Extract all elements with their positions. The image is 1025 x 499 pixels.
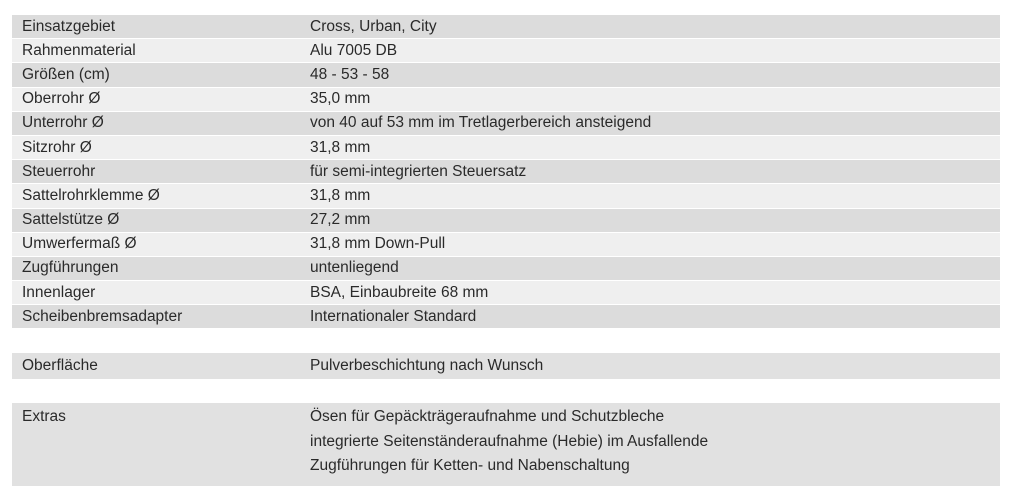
extras-label: Extras bbox=[22, 408, 66, 426]
spec-value: BSA, Einbaubreite 68 mm bbox=[310, 283, 489, 301]
spec-value: 35,0 mm bbox=[310, 90, 371, 108]
section-spacer bbox=[12, 379, 1000, 403]
spec-value: 31,8 mm Down-Pull bbox=[310, 235, 446, 253]
spec-label: Oberrohr Ø bbox=[22, 90, 101, 108]
spec-row-innenlager bbox=[12, 281, 1000, 305]
spec-row-groessen bbox=[12, 63, 1000, 87]
spec-row-sattelstuetze bbox=[12, 209, 1000, 233]
extras-list bbox=[310, 405, 1000, 478]
spec-row-scheibenbremsadapter bbox=[12, 305, 1000, 329]
spec-row-oberrohr bbox=[12, 88, 1000, 112]
extras-item: integrierte Seitenständeraufnahme (Hebie) im Ausfallende bbox=[310, 432, 709, 450]
spec-row-sitzrohr bbox=[12, 136, 1000, 160]
spec-value: 27,2 mm bbox=[310, 211, 371, 229]
spec-value: 31,8 mm bbox=[310, 138, 371, 156]
spec-row-umwerfermass bbox=[12, 233, 1000, 257]
spec-value: von 40 auf 53 mm im Tretlagerbereich ansteigend bbox=[310, 114, 652, 132]
spec-label: Zugführungen bbox=[22, 259, 119, 277]
surface-value: Pulverbeschichtung nach Wunsch bbox=[310, 357, 544, 375]
spec-label: Scheibenbremsadapter bbox=[22, 307, 183, 325]
surface-row bbox=[12, 353, 1000, 379]
spec-label: Innenlager bbox=[22, 283, 96, 301]
spec-label: Sattelrohrklemme Ø bbox=[22, 186, 160, 204]
spec-row-zugfuehrungen bbox=[12, 257, 1000, 281]
spec-table bbox=[12, 15, 1000, 486]
spec-label: Umwerfermaß Ø bbox=[22, 235, 137, 253]
extras-item: Ösen für Gepäckträgeraufnahme und Schutzbleche bbox=[310, 408, 665, 426]
section-spacer bbox=[12, 329, 1000, 353]
spec-label: Sattelstütze Ø bbox=[22, 211, 120, 229]
spec-label: Sitzrohr Ø bbox=[22, 138, 92, 156]
extras-item: Zugführungen für Ketten- und Nabenschaltung bbox=[310, 456, 630, 474]
spec-value: Internationaler Standard bbox=[310, 307, 477, 325]
spec-label: Rahmenmaterial bbox=[22, 41, 136, 59]
spec-label: Größen (cm) bbox=[22, 65, 110, 83]
spec-value: 31,8 mm bbox=[310, 186, 371, 204]
spec-row-unterrohr bbox=[12, 112, 1000, 136]
spec-label: Unterrohr Ø bbox=[22, 114, 104, 132]
spec-value: Alu 7005 DB bbox=[310, 41, 398, 59]
surface-label: Oberfläche bbox=[22, 357, 98, 375]
spec-row-einsatzgebiet bbox=[12, 15, 1000, 39]
spec-value: untenliegend bbox=[310, 259, 399, 277]
spec-label: Einsatzgebiet bbox=[22, 17, 116, 35]
spec-value: 48 - 53 - 58 bbox=[310, 65, 390, 83]
spec-value: Cross, Urban, City bbox=[310, 17, 437, 35]
spec-row-rahmenmaterial bbox=[12, 39, 1000, 63]
spec-label: Steuerrohr bbox=[22, 162, 96, 180]
spec-row-steuerrohr bbox=[12, 160, 1000, 184]
extras-row bbox=[12, 403, 1000, 486]
spec-value: für semi-integrierten Steuersatz bbox=[310, 162, 527, 180]
spec-row-sattelrohrklemme bbox=[12, 184, 1000, 208]
